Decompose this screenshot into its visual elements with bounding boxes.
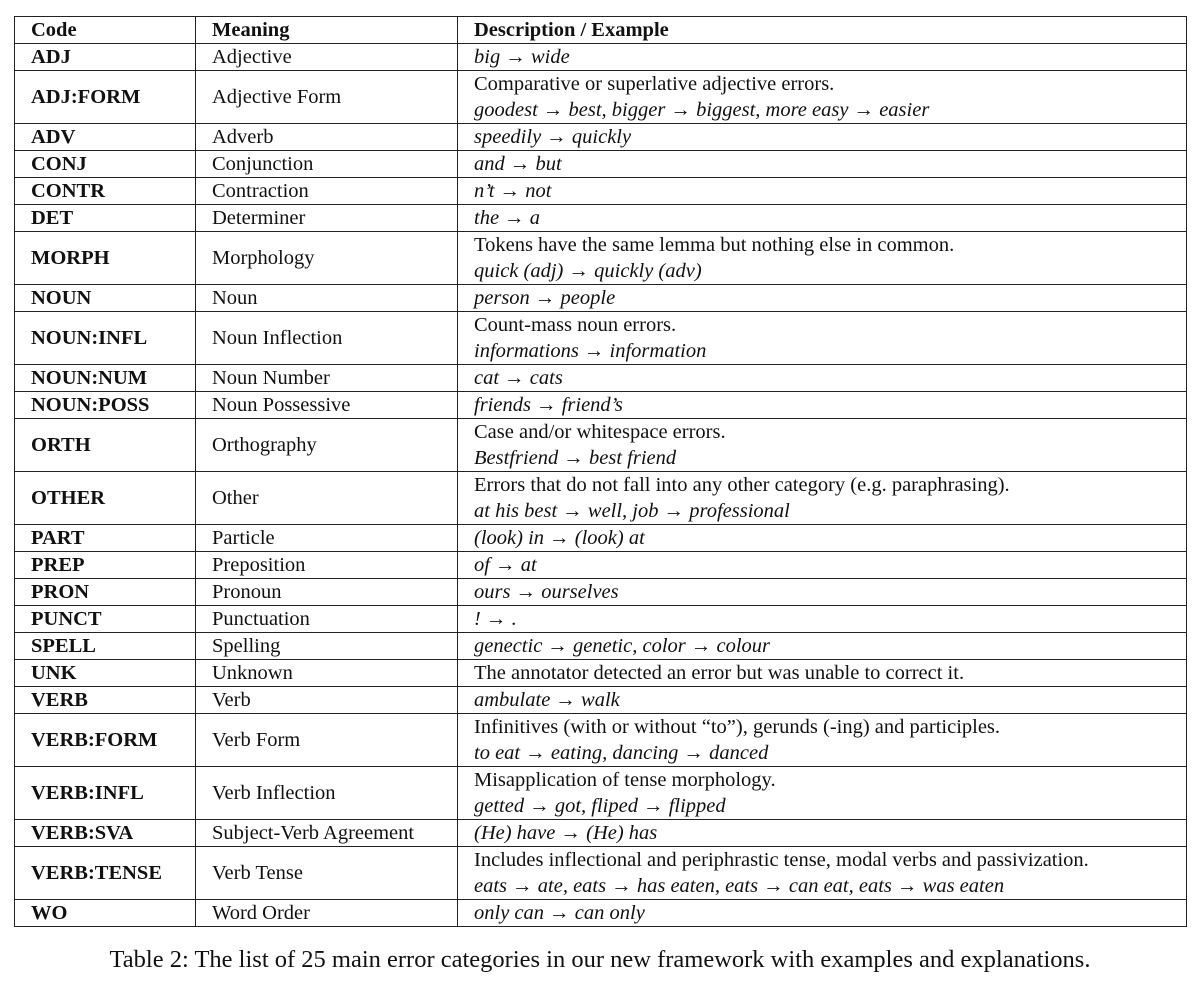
- example-text: quick (adj) → quickly (adv): [474, 260, 702, 282]
- cell-code: WO: [15, 900, 196, 927]
- cell-meaning: Verb Tense: [196, 847, 458, 900]
- table-row: [15, 687, 1187, 714]
- table-row: [15, 847, 1187, 900]
- table-row: [15, 767, 1187, 820]
- header-code: Code: [15, 17, 196, 44]
- cell-description: [458, 178, 1187, 205]
- cell-code: VERB:INFL: [15, 767, 196, 820]
- cell-code: DET: [15, 205, 196, 232]
- cell-description: [458, 900, 1187, 927]
- cell-description: [458, 232, 1187, 285]
- cell-description: [458, 71, 1187, 124]
- table-row: [15, 472, 1187, 525]
- cell-code: UNK: [15, 660, 196, 687]
- table-row: [15, 525, 1187, 552]
- example-text: ambulate → walk: [474, 689, 620, 711]
- table-body: [15, 44, 1187, 927]
- cell-description: [458, 579, 1187, 606]
- cell-meaning: Adjective: [196, 44, 458, 71]
- cell-description: [458, 472, 1187, 525]
- cell-meaning: Other: [196, 472, 458, 525]
- cell-code: VERB: [15, 687, 196, 714]
- example-text: goodest → best, bigger → biggest, more easy → easier: [474, 99, 930, 121]
- description-text: Misapplication of tense morphology.: [474, 769, 776, 791]
- cell-meaning: Contraction: [196, 178, 458, 205]
- cell-meaning: Word Order: [196, 900, 458, 927]
- table-row: [15, 606, 1187, 633]
- cell-code: MORPH: [15, 232, 196, 285]
- example-text: eats → ate, eats → has eaten, eats → can eat, eats → was eaten: [474, 875, 1005, 897]
- error-categories-table: [14, 16, 1187, 927]
- cell-description: [458, 151, 1187, 178]
- example-text: friends → friend’s: [474, 394, 623, 416]
- example-text: ours → ourselves: [474, 581, 619, 603]
- example-text: big → wide: [474, 46, 570, 68]
- cell-meaning: Subject-Verb Agreement: [196, 820, 458, 847]
- cell-code: VERB:TENSE: [15, 847, 196, 900]
- cell-meaning: Determiner: [196, 205, 458, 232]
- cell-meaning: Preposition: [196, 552, 458, 579]
- cell-description: [458, 714, 1187, 767]
- cell-description: [458, 44, 1187, 71]
- description-text: Includes inflectional and periphrastic tense, modal verbs and passivization.: [474, 849, 1089, 871]
- example-text: of → at: [474, 554, 537, 576]
- table-row: [15, 71, 1187, 124]
- cell-description: [458, 606, 1187, 633]
- cell-description: [458, 552, 1187, 579]
- cell-code: PREP: [15, 552, 196, 579]
- cell-description: [458, 687, 1187, 714]
- cell-description: [458, 633, 1187, 660]
- table-row: [15, 205, 1187, 232]
- table-row: [15, 44, 1187, 71]
- cell-code: ADJ:FORM: [15, 71, 196, 124]
- example-text: informations → information: [474, 340, 707, 362]
- example-text: Bestfriend → best friend: [474, 447, 677, 469]
- cell-meaning: Noun Inflection: [196, 312, 458, 365]
- cell-description: [458, 525, 1187, 552]
- cell-meaning: Noun Possessive: [196, 392, 458, 419]
- cell-code: NOUN:POSS: [15, 392, 196, 419]
- table-row: [15, 285, 1187, 312]
- cell-meaning: Pronoun: [196, 579, 458, 606]
- cell-code: NOUN: [15, 285, 196, 312]
- example-text: (look) in → (look) at: [474, 527, 645, 549]
- example-text: cat → cats: [474, 367, 563, 389]
- table-row: [15, 633, 1187, 660]
- cell-code: PART: [15, 525, 196, 552]
- table-row: [15, 579, 1187, 606]
- cell-code: ORTH: [15, 419, 196, 472]
- table-caption: Table 2: The list of 25 main error categories in our new framework with examples and explanations.: [109, 946, 1091, 973]
- cell-code: NOUN:INFL: [15, 312, 196, 365]
- table-row: [15, 392, 1187, 419]
- table-row: [15, 312, 1187, 365]
- cell-code: NOUN:NUM: [15, 365, 196, 392]
- example-text: at his best → well, job → professional: [474, 500, 790, 522]
- cell-meaning: Verb: [196, 687, 458, 714]
- header-row: [15, 17, 1187, 44]
- table-row: [15, 714, 1187, 767]
- cell-description: [458, 312, 1187, 365]
- table-row: [15, 232, 1187, 285]
- cell-meaning: Adverb: [196, 124, 458, 151]
- cell-code: PRON: [15, 579, 196, 606]
- cell-code: CONTR: [15, 178, 196, 205]
- cell-code: ADV: [15, 124, 196, 151]
- cell-description: [458, 392, 1187, 419]
- description-text: Errors that do not fall into any other category (e.g. paraphrasing).: [474, 474, 1010, 496]
- cell-meaning: Particle: [196, 525, 458, 552]
- table-row: [15, 419, 1187, 472]
- description-text: The annotator detected an error but was unable to correct it.: [474, 662, 965, 684]
- table-row: [15, 178, 1187, 205]
- cell-code: SPELL: [15, 633, 196, 660]
- example-text: to eat → eating, dancing → danced: [474, 742, 769, 764]
- description-text: Infinitives (with or without “to”), gerunds (-ing) and participles.: [474, 716, 1001, 738]
- header-description: Description / Example: [458, 17, 1187, 44]
- table-row: [15, 552, 1187, 579]
- example-text: only can → can only: [474, 902, 645, 924]
- table-row: [15, 124, 1187, 151]
- example-text: genectic → genetic, color → colour: [474, 635, 771, 657]
- cell-code: VERB:FORM: [15, 714, 196, 767]
- cell-meaning: Noun: [196, 285, 458, 312]
- example-text: getted → got, fliped → flipped: [474, 795, 726, 817]
- table-row: [15, 900, 1187, 927]
- cell-description: [458, 820, 1187, 847]
- example-text: ! → .: [474, 608, 517, 630]
- description-text: Count-mass noun errors.: [474, 314, 677, 336]
- cell-description: [458, 205, 1187, 232]
- table-row: [15, 151, 1187, 178]
- example-text: n’t → not: [474, 180, 552, 202]
- cell-code: VERB:SVA: [15, 820, 196, 847]
- cell-meaning: Adjective Form: [196, 71, 458, 124]
- header-meaning: Meaning: [196, 17, 458, 44]
- description-text: Case and/or whitespace errors.: [474, 421, 726, 443]
- cell-code: CONJ: [15, 151, 196, 178]
- cell-meaning: Spelling: [196, 633, 458, 660]
- cell-meaning: Verb Inflection: [196, 767, 458, 820]
- cell-code: OTHER: [15, 472, 196, 525]
- table-row: [15, 820, 1187, 847]
- cell-code: ADJ: [15, 44, 196, 71]
- cell-meaning: Noun Number: [196, 365, 458, 392]
- cell-meaning: Punctuation: [196, 606, 458, 633]
- cell-code: PUNCT: [15, 606, 196, 633]
- table-header: [15, 17, 1187, 44]
- cell-description: [458, 660, 1187, 687]
- table-row: [15, 660, 1187, 687]
- cell-meaning: Orthography: [196, 419, 458, 472]
- example-text: speedily → quickly: [474, 126, 632, 148]
- cell-description: [458, 285, 1187, 312]
- table-row: [15, 365, 1187, 392]
- cell-description: [458, 124, 1187, 151]
- example-text: the → a: [474, 207, 541, 229]
- example-text: person → people: [474, 287, 616, 309]
- cell-meaning: Unknown: [196, 660, 458, 687]
- description-text: Tokens have the same lemma but nothing else in common.: [474, 234, 955, 256]
- cell-meaning: Verb Form: [196, 714, 458, 767]
- description-text: Comparative or superlative adjective errors.: [474, 73, 835, 95]
- cell-description: [458, 767, 1187, 820]
- example-text: and → but: [474, 153, 562, 175]
- cell-description: [458, 365, 1187, 392]
- cell-description: [458, 847, 1187, 900]
- example-text: (He) have → (He) has: [474, 822, 658, 844]
- cell-meaning: Morphology: [196, 232, 458, 285]
- cell-meaning: Conjunction: [196, 151, 458, 178]
- cell-description: [458, 419, 1187, 472]
